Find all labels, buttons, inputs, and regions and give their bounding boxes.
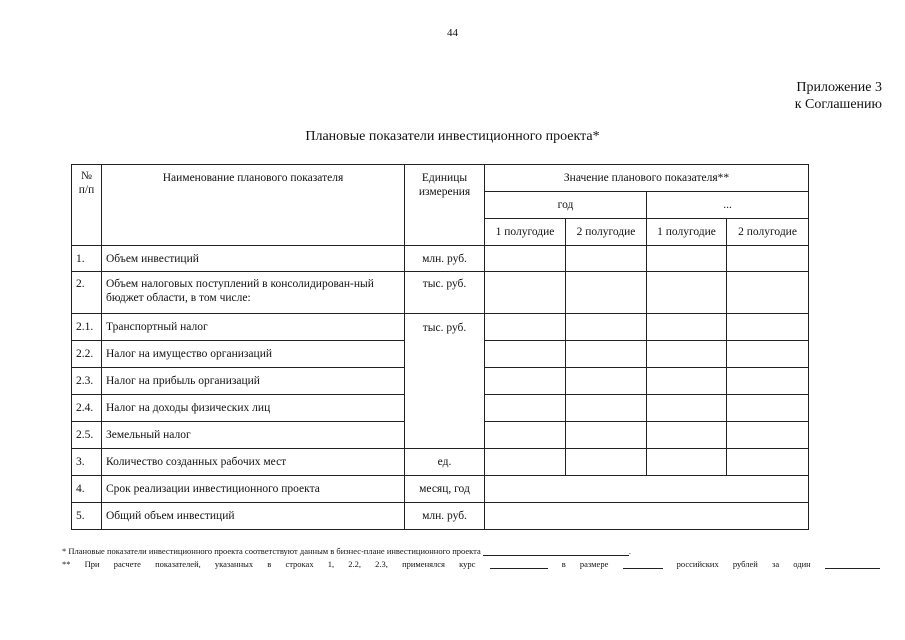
value-cell — [485, 422, 566, 449]
row-unit: млн. руб. — [405, 503, 485, 530]
row-unit: тыс. руб. — [405, 314, 485, 449]
row-name: Объем инвестиций — [102, 246, 405, 272]
row-num: 1. — [72, 246, 102, 272]
table-row — [72, 246, 809, 272]
row-unit: месяц, год — [405, 476, 485, 503]
value-cell — [485, 314, 566, 341]
footnote-2-word: расчете — [113, 559, 141, 569]
footnote-2-word: применялся — [402, 559, 445, 569]
value-cell — [647, 422, 727, 449]
value-cell — [727, 314, 809, 341]
footnote-2-word: 2.3, — [375, 559, 388, 569]
appendix-line-2: к Соглашению — [794, 97, 882, 112]
value-cell — [566, 246, 647, 272]
footnote-2 — [62, 559, 880, 569]
appendix-note — [795, 79, 882, 113]
footnote-2-word: один — [793, 559, 811, 569]
value-cell — [647, 314, 727, 341]
footnote-2-word: в — [267, 559, 272, 569]
value-cell — [485, 368, 566, 395]
value-cell-merged — [485, 476, 809, 503]
value-cell — [647, 272, 727, 314]
row-name: Земельный налог — [102, 422, 405, 449]
value-cell — [647, 341, 727, 368]
value-cell — [485, 246, 566, 272]
footnote-2-word: 1, — [327, 559, 335, 569]
header-ellipsis: ... — [647, 192, 809, 219]
value-cell — [566, 314, 647, 341]
footnote-2-word: показателей, — [155, 559, 201, 569]
value-cell — [485, 395, 566, 422]
footnote-2-word: 2.2, — [348, 559, 362, 569]
row-num: 2.5. — [72, 422, 102, 449]
value-cell — [727, 368, 809, 395]
value-cell — [727, 272, 809, 314]
value-cell — [727, 449, 809, 476]
value-cell — [647, 368, 727, 395]
header-half1-year: 1 полугодие — [485, 219, 566, 246]
row-name: Объем налоговых поступлений в консолидирован-ный бюджет области, в том числе: — [102, 272, 405, 314]
table-row — [72, 503, 809, 530]
value-cell — [727, 246, 809, 272]
footnote-1-text: * Плановые показатели инвестиционного проекта соответствуют данным в бизнес-плане инвестиционного проекта — [62, 546, 481, 556]
row-name: Налог на прибыль организаций — [102, 368, 405, 395]
footnote-2-word: При — [84, 559, 100, 569]
blank-line — [490, 559, 548, 569]
value-cell — [647, 246, 727, 272]
header-name: Наименование планового показателя — [102, 165, 405, 246]
row-num: 4. — [72, 476, 102, 503]
footnote-2-word: курс — [459, 559, 476, 569]
footnote-2-word: рублей — [732, 559, 758, 569]
value-cell — [485, 341, 566, 368]
header-half2-year: 2 полугодие — [566, 219, 647, 246]
value-cell-merged — [485, 503, 809, 530]
page-number: 44 — [447, 27, 458, 39]
value-cell — [566, 272, 647, 314]
header-half2-next: 2 полугодие — [727, 219, 809, 246]
footnote-1: * Плановые показатели инвестиционного проекта соответствуют данным в бизнес-плане инвестиционного проекта . — [62, 546, 632, 556]
table-row — [72, 449, 809, 476]
blank-line — [825, 559, 880, 569]
value-cell — [566, 368, 647, 395]
header-year: год — [485, 192, 647, 219]
value-cell — [566, 422, 647, 449]
row-num: 3. — [72, 449, 102, 476]
value-cell — [485, 272, 566, 314]
header-value: Значение планового показателя** — [485, 165, 809, 192]
footnote-2-word: в — [561, 559, 566, 569]
value-cell — [647, 395, 727, 422]
indicators-table — [71, 164, 809, 530]
row-num: 2.4. — [72, 395, 102, 422]
footnote-2-word: строках — [285, 559, 314, 569]
table-row — [72, 476, 809, 503]
row-name: Транспортный налог — [102, 314, 405, 341]
table-row — [72, 314, 809, 341]
row-unit: тыс. руб. — [405, 272, 485, 314]
value-cell — [647, 449, 727, 476]
row-num: 2. — [72, 272, 102, 314]
blank-line — [623, 559, 663, 569]
value-cell — [485, 449, 566, 476]
footnote-2-word: указанных — [214, 559, 254, 569]
document-title: Плановые показатели инвестиционного проекта* — [305, 129, 600, 144]
row-name: Количество созданных рабочих мест — [102, 449, 405, 476]
row-num: 2.2. — [72, 341, 102, 368]
row-name: Срок реализации инвестиционного проекта — [102, 476, 405, 503]
footnote-2-word: ** — [62, 559, 71, 569]
value-cell — [727, 422, 809, 449]
row-name: Налог на имущество организаций — [102, 341, 405, 368]
row-name: Налог на доходы физических лиц — [102, 395, 405, 422]
appendix-line-1: Приложение 3 — [796, 80, 882, 95]
value-cell — [727, 341, 809, 368]
footnote-2-word: за — [771, 559, 780, 569]
table-row — [72, 272, 809, 314]
header-num: № п/п — [72, 165, 102, 246]
row-num: 2.3. — [72, 368, 102, 395]
value-cell — [566, 341, 647, 368]
header-half1-next: 1 полугодие — [647, 219, 727, 246]
row-num: 5. — [72, 503, 102, 530]
value-cell — [566, 449, 647, 476]
value-cell — [566, 395, 647, 422]
footnote-2-word: размере — [579, 559, 609, 569]
row-num: 2.1. — [72, 314, 102, 341]
row-unit: ед. — [405, 449, 485, 476]
row-name: Общий объем инвестиций — [102, 503, 405, 530]
value-cell — [727, 395, 809, 422]
footnote-2-word: российских — [676, 559, 719, 569]
blank-line — [483, 546, 629, 556]
row-unit: млн. руб. — [405, 246, 485, 272]
header-units: Единицы измерения — [405, 165, 485, 246]
